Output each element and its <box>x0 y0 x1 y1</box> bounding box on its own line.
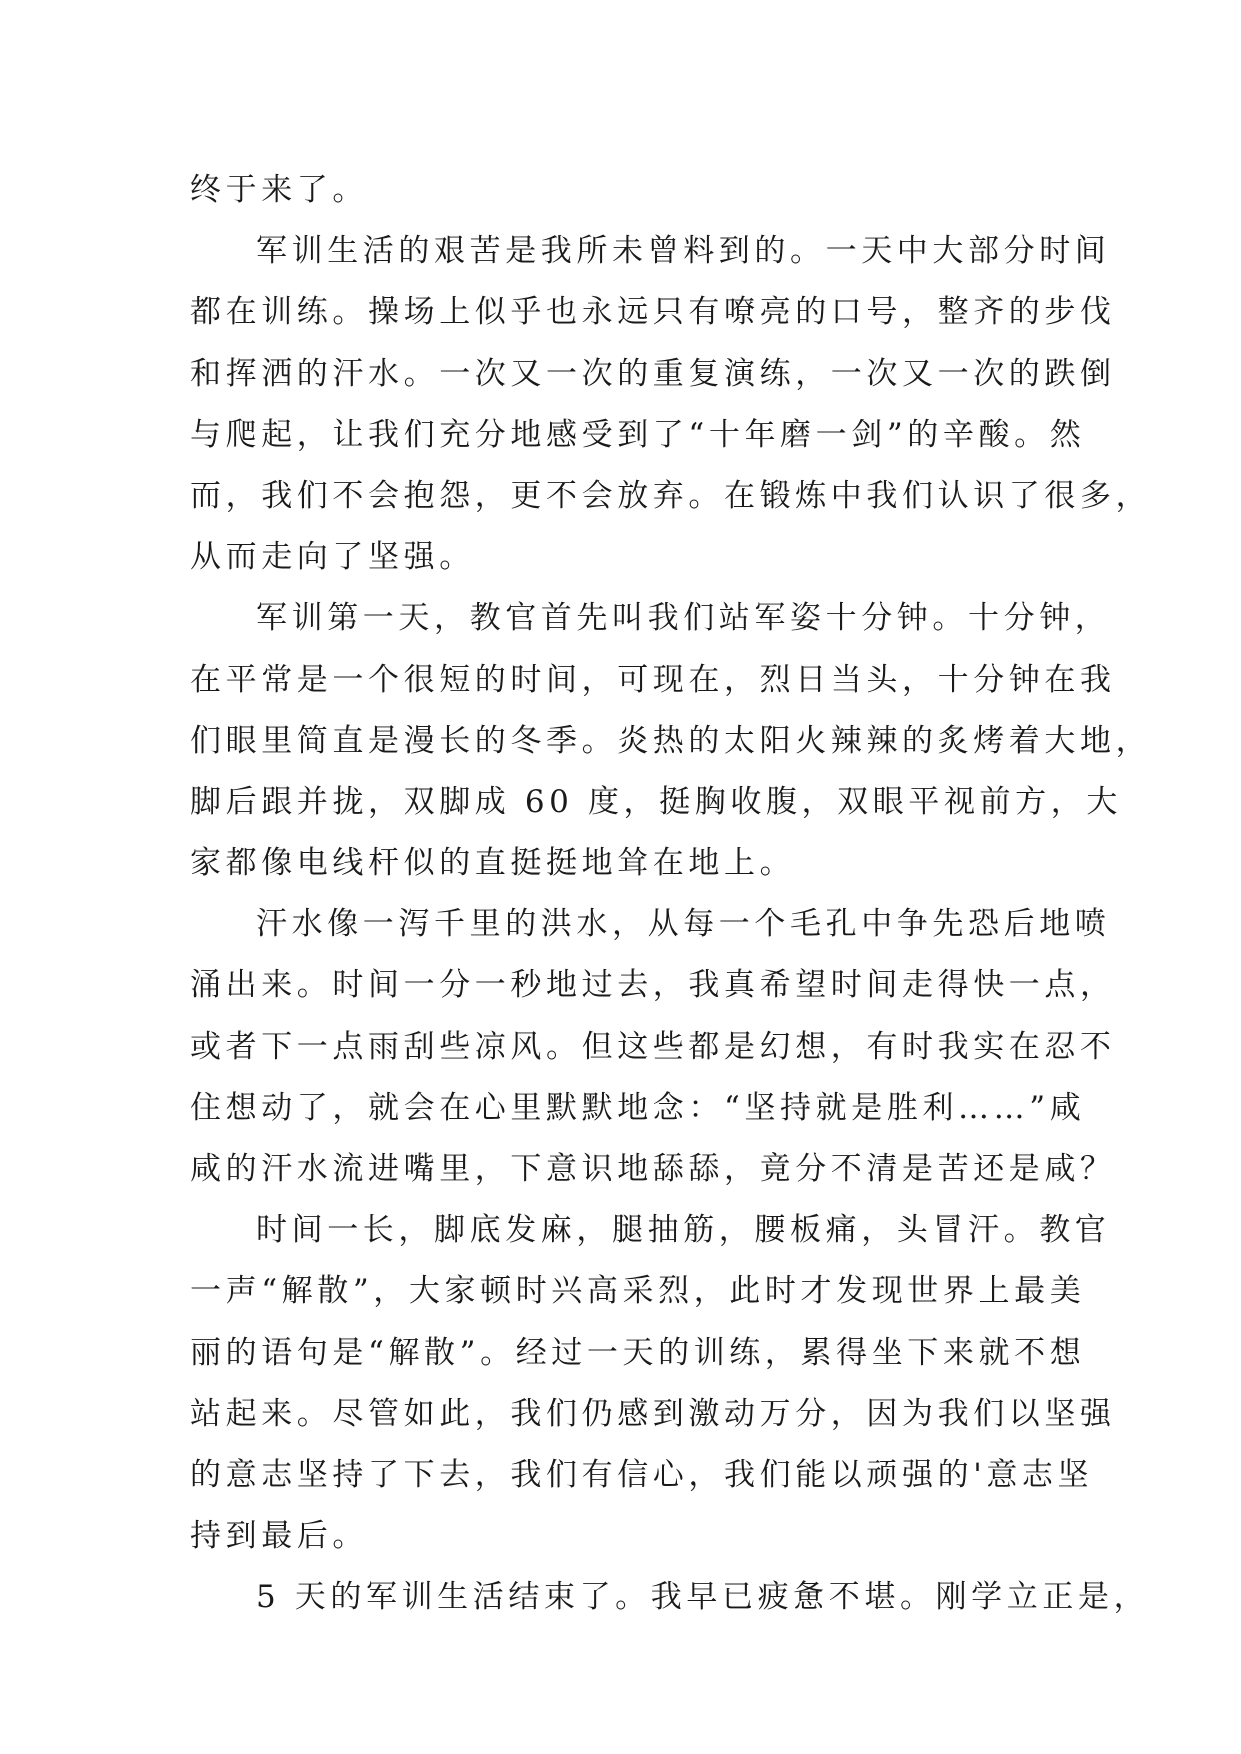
text-line: 咸的汗水流进嘴里，下意识地舔舔，竟分不清是苦还是咸？ <box>190 1151 1116 1187</box>
text-line: 都在训练。操场上似乎也永远只有嘹亮的口号，整齐的步伐 <box>190 294 1116 331</box>
text-line: 与爬起，让我们充分地感受到了“十年磨一剑”的辛酸。然 <box>190 416 1086 453</box>
paragraph-first-line: 汗水像一泻千里的洪水，从每一个毛孔中争先恐后地喷 <box>256 906 1111 943</box>
text-line: 家都像电线杆似的直挺挺地耸在地上。 <box>190 845 796 882</box>
text-line: 一声“解散”，大家顿时兴高采烈，此时才发现世界上最美 <box>190 1273 1086 1310</box>
text-line: 住想动了，就会在心里默默地念：“坚持就是胜利……”咸 <box>190 1089 1086 1126</box>
text-line: 和挥洒的汗水。一次又一次的重复演练，一次又一次的跌倒 <box>190 355 1116 392</box>
text-line: 而，我们不会抱怨，更不会放弃。在锻炼中我们认识了很多， <box>190 477 1152 514</box>
text-line: 在平常是一个很短的时间，可现在，烈日当头，十分钟在我 <box>190 661 1116 698</box>
paragraph-first-line: 军训生活的艰苦是我所未曾料到的。一天中大部分时间 <box>256 233 1111 270</box>
text-line: 或者下一点雨刮些凉风。但这些都是幻想，有时我实在忍不 <box>190 1028 1116 1065</box>
text-line: 涌出来。时间一分一秒地过去，我真希望时间走得快一点， <box>190 967 1116 1004</box>
text-line: 从而走向了坚强。 <box>190 539 475 576</box>
text-line: 们眼里简直是漫长的冬季。炎热的太阳火辣辣的炙烤着大地， <box>190 722 1152 759</box>
document-body <box>190 160 1152 1629</box>
text-line: 丽的语句是“解散”。经过一天的训练，累得坐下来就不想 <box>190 1334 1086 1371</box>
paragraph-first-line: 时间一长，脚底发麻，腿抽筋，腰板痛，头冒汗。教官 <box>256 1212 1111 1249</box>
text-line: 脚后跟并拢，双脚成 60 度，挺胸收腹，双眼平视前方，大 <box>190 783 1122 820</box>
text-line: 站起来。尽管如此，我们仍感到激动万分，因为我们以坚强 <box>190 1395 1116 1432</box>
paragraph-first-line: 军训第一天，教官首先叫我们站军姿十分钟。十分钟， <box>256 600 1111 637</box>
text-line: 的意志坚持了下去，我们有信心，我们能以顽强的'意志坚 <box>190 1456 1094 1493</box>
paragraph-first-line: 5 天的军训生活结束了。我早已疲惫不堪。刚学立正是， <box>256 1579 1150 1616</box>
text-line: 终于来了。 <box>190 172 368 208</box>
text-line: 持到最后。 <box>190 1518 368 1555</box>
